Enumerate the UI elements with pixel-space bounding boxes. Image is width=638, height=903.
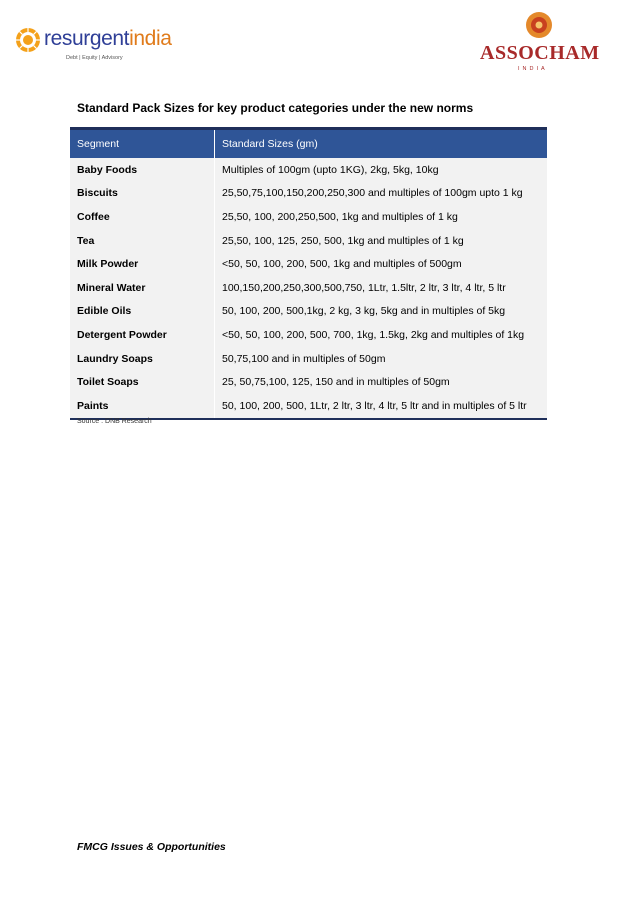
table-row	[70, 323, 547, 347]
assocham-subtitle: INDIA	[518, 66, 548, 72]
table-row	[70, 182, 547, 206]
table-row	[70, 394, 547, 419]
column-header-segment: Segment	[70, 129, 215, 159]
assocham-name: ASSOCHAM	[480, 42, 600, 64]
table-header-row	[70, 129, 547, 159]
sizes-cell: 25, 50,75,100, 125, 150 and in multiples of 50gm	[215, 370, 548, 394]
table-row	[70, 347, 547, 371]
segment-cell: Laundry Soaps	[70, 347, 215, 371]
pack-sizes-table	[70, 127, 547, 420]
table-row	[70, 300, 547, 324]
brand-tagline: Debt | Equity | Advisory	[66, 55, 123, 61]
table-row	[70, 158, 547, 182]
segment-cell: Mineral Water	[70, 276, 215, 300]
assocham-logo	[470, 10, 610, 72]
segment-cell: Tea	[70, 229, 215, 253]
segment-cell: Toilet Soaps	[70, 370, 215, 394]
resurgent-india-logo	[14, 24, 184, 70]
sunflower-icon	[14, 26, 42, 54]
table-row	[70, 229, 547, 253]
sizes-cell: 50, 100, 200, 500, 1Ltr, 2 ltr, 3 ltr, 4 ltr, 5 ltr and in multiples of 5 ltr	[215, 394, 548, 419]
table-row	[70, 252, 547, 276]
segment-cell: Detergent Powder	[70, 323, 215, 347]
segment-cell: Biscuits	[70, 182, 215, 206]
sizes-cell: 50, 100, 200, 500,1kg, 2 kg, 3 kg, 5kg and in multiples of 5kg	[215, 300, 548, 324]
sizes-cell: Multiples of 100gm (upto 1KG), 2kg, 5kg, 10kg	[215, 158, 548, 182]
sizes-cell: 25,50,75,100,150,200,250,300 and multiples of 100gm upto 1 kg	[215, 182, 548, 206]
segment-cell: Coffee	[70, 205, 215, 229]
segment-cell: Paints	[70, 394, 215, 419]
table-row	[70, 205, 547, 229]
sizes-cell: 100,150,200,250,300,500,750, 1Ltr, 1.5ltr, 2 ltr, 3 ltr, 4 ltr, 5 ltr	[215, 276, 548, 300]
brand-name: resurgentindia	[44, 27, 172, 50]
page-footer: FMCG Issues & Opportunities	[77, 841, 226, 853]
table-row	[70, 370, 547, 394]
table-title: Standard Pack Sizes for key product categories under the new norms	[77, 101, 474, 115]
sizes-cell: 50,75,100 and in multiples of 50gm	[215, 347, 548, 371]
source-note: Source : DNB Research	[77, 418, 152, 425]
table-row	[70, 276, 547, 300]
segment-cell: Edible Oils	[70, 300, 215, 324]
sizes-cell: 25,50, 100, 200,250,500, 1kg and multiples of 1 kg	[215, 205, 548, 229]
sizes-cell: <50, 50, 100, 200, 500, 1kg and multiples of 500gm	[215, 252, 548, 276]
sizes-cell: <50, 50, 100, 200, 500, 700, 1kg, 1.5kg, 2kg and multiples of 1kg	[215, 323, 548, 347]
sizes-cell: 25,50, 100, 125, 250, 500, 1kg and multiples of 1 kg	[215, 229, 548, 253]
segment-cell: Milk Powder	[70, 252, 215, 276]
sun-emblem-icon	[524, 10, 554, 40]
segment-cell: Baby Foods	[70, 158, 215, 182]
column-header-sizes: Standard Sizes (gm)	[215, 129, 548, 159]
